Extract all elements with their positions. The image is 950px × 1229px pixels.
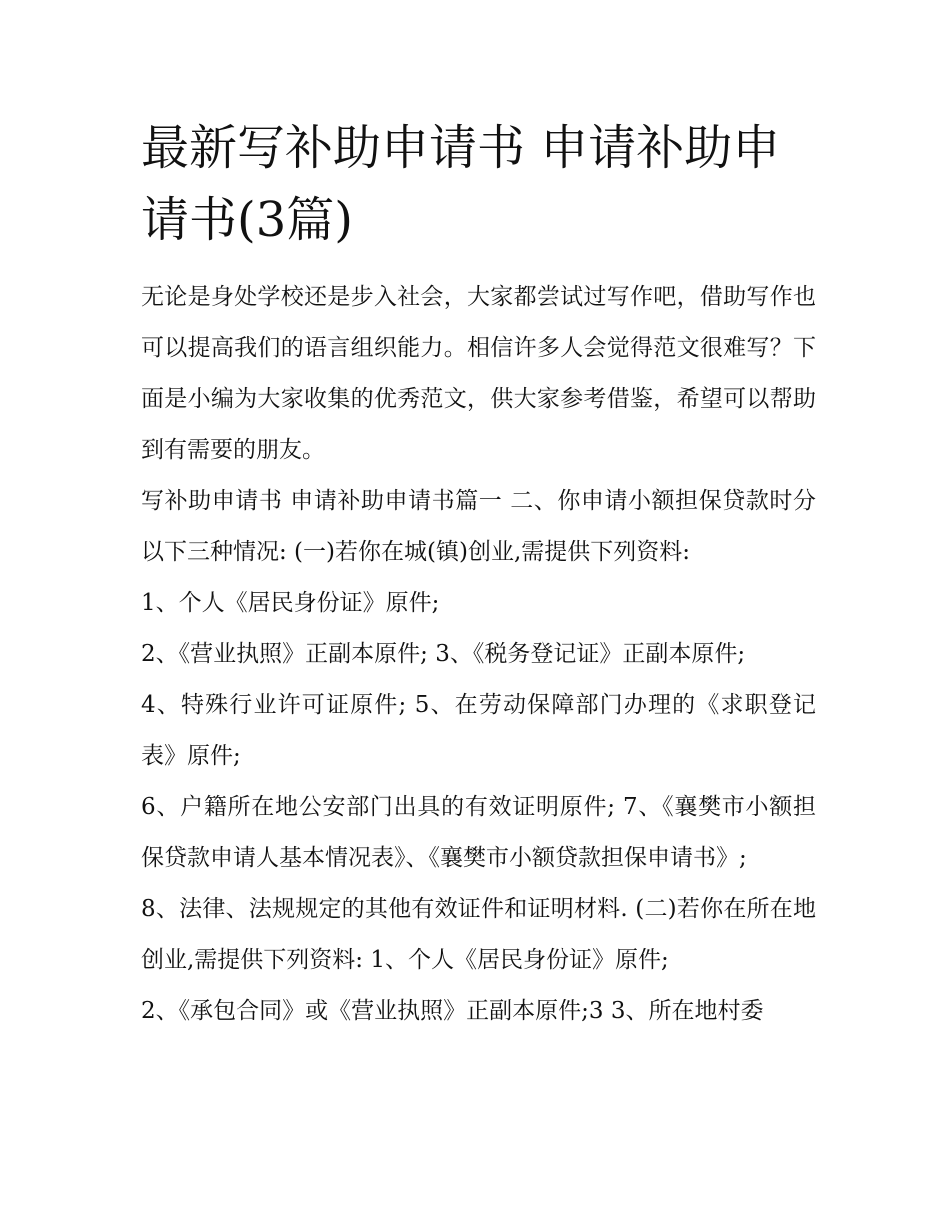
list-item: 1、个人《居民身份证》原件; <box>141 590 440 616</box>
document-title: 最新写补助申请书 申请补助申请书(3篇) <box>141 120 781 248</box>
list-item: 2、《营业执照》正副本原件; 3、《税务登记证》正副本原件; <box>141 641 746 667</box>
list-item: 4、特殊行业许可证原件; 5、在劳动保障部门办理的《求职登记表》原件; <box>141 692 816 769</box>
list-item: 8、法律、法规规定的其他有效证件和证明材料. (二)若你在所在地创业,需提供下列资料: 1、个人《居民身份证》原件; <box>141 896 816 973</box>
intro-paragraph: 无论是身处学校还是步入社会，大家都尝试过写作吧，借助写作也可以提高我们的语言组织能力。相信许多人会觉得范文很难写？下面是小编为大家收集的优秀范文，供大家参考借鉴，希望可以帮助到有需要的朋友。 <box>141 284 816 463</box>
list-item: 2、《承包合同》或《营业执照》正副本原件;3 3、所在地村委 <box>141 998 764 1024</box>
document-body <box>141 272 816 1037</box>
list-item: 6、户籍所在地公安部门出具的有效证明原件; 7、《襄樊市小额担保贷款申请人基本情况表》、《襄樊市小额贷款担保申请书》; <box>141 794 816 871</box>
section-paragraph: 写补助申请书 申请补助申请书篇一 二、你申请小额担保贷款时分以下三种情况: (一)若你在城(镇)创业,需提供下列资料: <box>141 488 816 565</box>
